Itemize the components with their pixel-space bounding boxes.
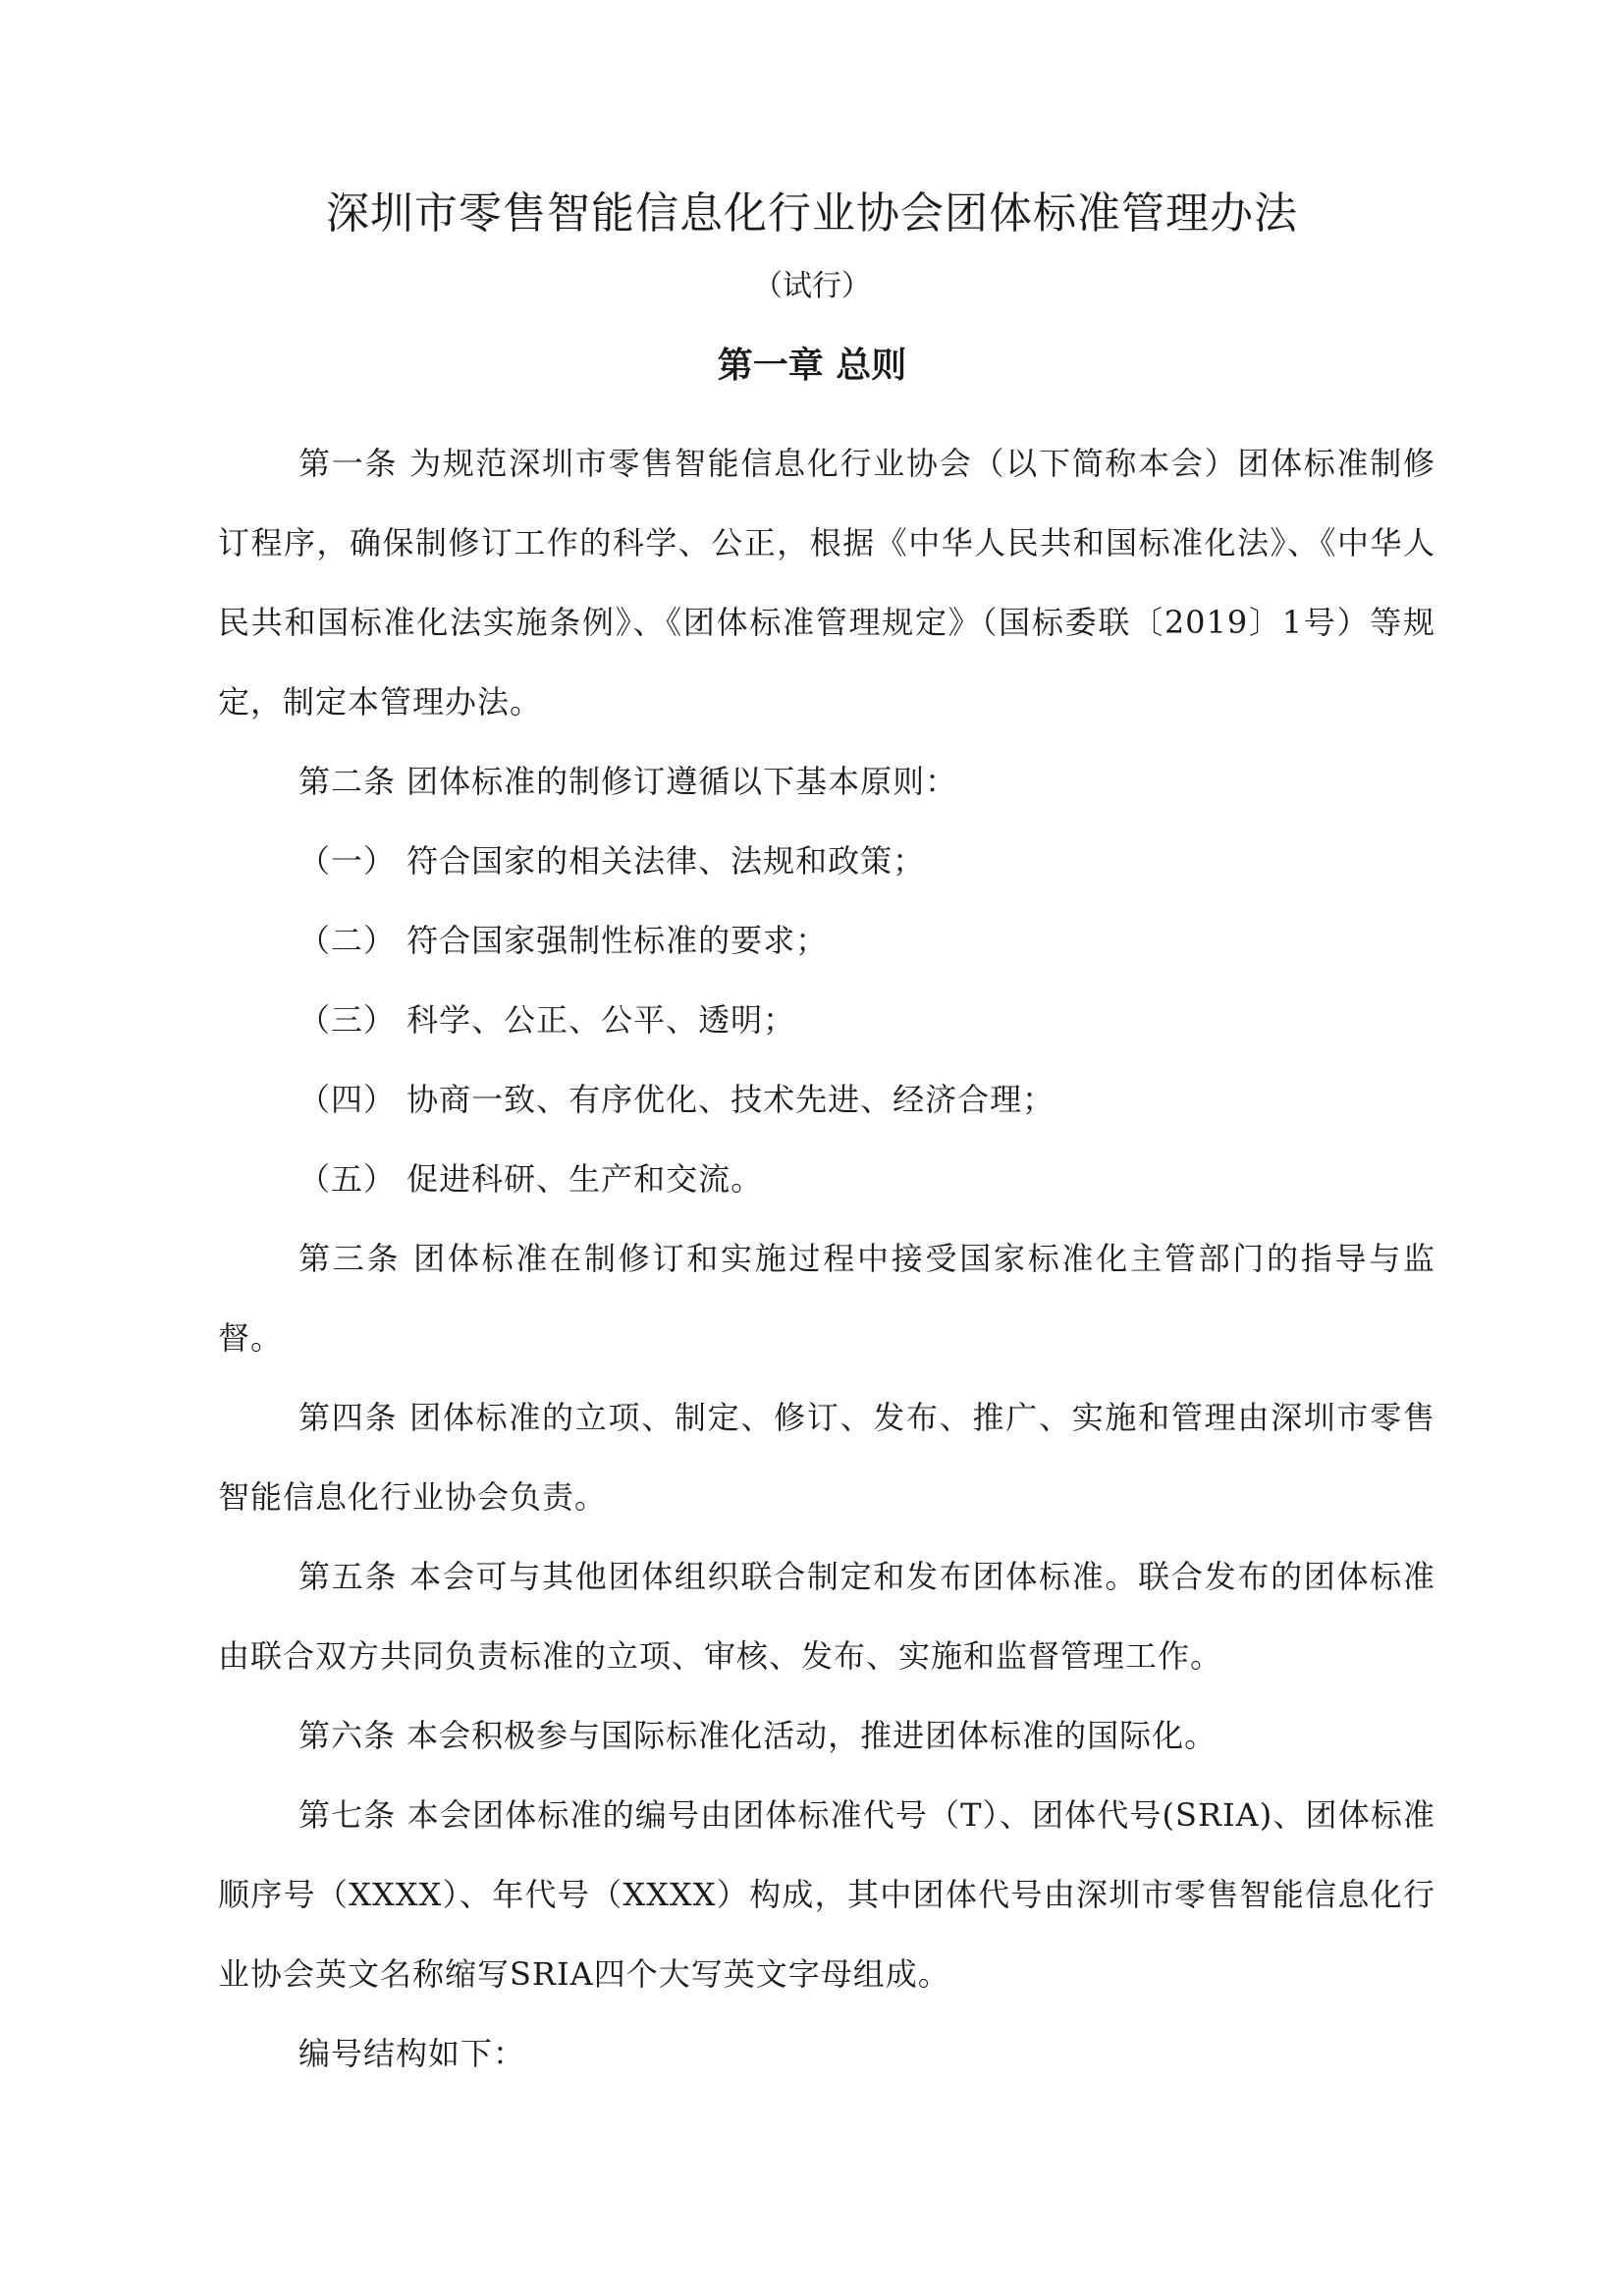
- article-6: 第六条 本会积极参与国际标准化活动，推进团体标准的国际化。: [298, 1717, 1218, 1754]
- article-7: 第七条 本会团体标准的编号由团体标准代号（T）、团体代号(SRIA)、团体标准顺序号（XXXX）、年代号（XXXX）构成，其中团体代号由深圳市零售智能信息化行业协会英文名称缩写SRIA四个大写英文字母组成。: [218, 1796, 1435, 1993]
- principle-item-3: （三） 科学、公正、公平、透明；: [298, 1001, 796, 1039]
- document-subtitle: （试行）: [753, 269, 871, 303]
- document-body: [218, 424, 1435, 2094]
- article-2: 第二条 团体标准的制修订遵循以下基本原则：: [298, 763, 958, 800]
- numbering-structure-intro: 编号结构如下：: [298, 2035, 526, 2072]
- chapter-heading: 第一章 总则: [717, 346, 907, 386]
- principle-item-2: （二） 符合国家强制性标准的要求；: [298, 922, 829, 959]
- article-5: 第五条 本会可与其他团体组织联合制定和发布团体标准。联合发布的团体标准由联合双方共同负责标准的立项、审核、发布、实施和监督管理工作。: [218, 1558, 1435, 1675]
- principle-item-1: （一） 符合国家的相关法律、法规和政策；: [298, 842, 926, 880]
- article-3: 第三条 团体标准在制修订和实施过程中接受国家标准化主管部门的指导与监督。: [218, 1240, 1435, 1357]
- document-title: 深圳市零售智能信息化行业协会团体标准管理办法: [326, 188, 1298, 239]
- principle-item-5: （五） 促进科研、生产和交流。: [298, 1160, 764, 1198]
- article-4: 第四条 团体标准的立项、制定、修订、发布、推广、实施和管理由深圳市零售智能信息化行业协会负责。: [218, 1399, 1435, 1516]
- article-1: 第一条 为规范深圳市零售智能信息化行业协会（以下简称本会）团体标准制修订程序，确保制修订工作的科学、公正，根据《中华人民共和国标准化法》、《中华人民共和国标准化法实施条例》、《团体标准管理规定》（国标委联〔2019〕1号）等规定，制定本管理办法。: [218, 445, 1435, 721]
- principle-item-4: （四） 协商一致、有序优化、技术先进、经济合理；: [298, 1081, 1056, 1118]
